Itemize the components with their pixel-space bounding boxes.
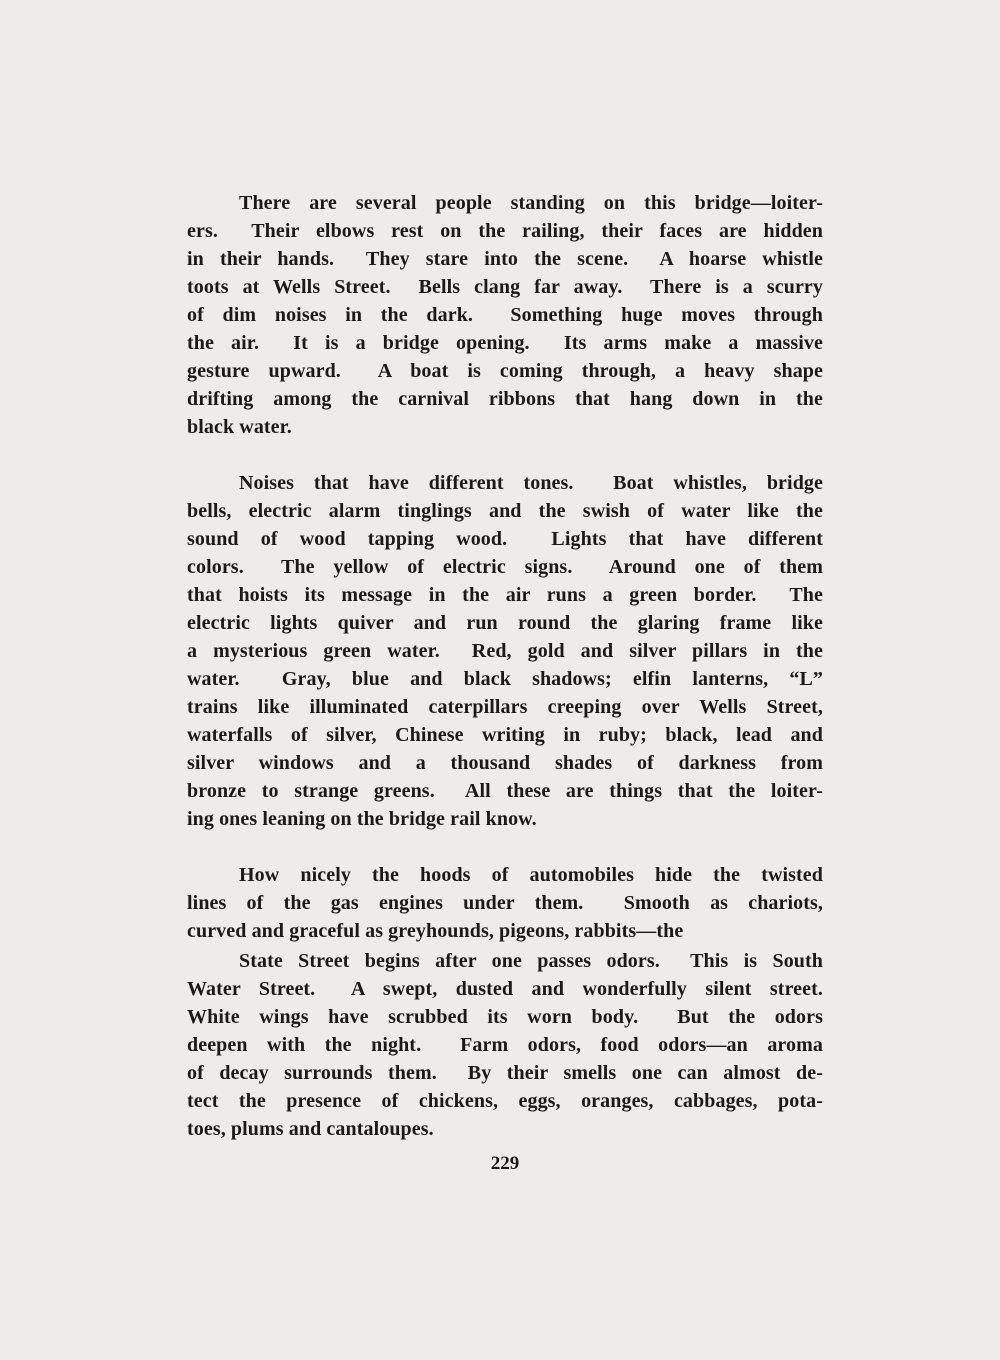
text-line: the air. It is a bridge opening. Its arms make a massive — [187, 332, 823, 354]
page-text-block — [187, 189, 823, 1143]
text-line: colors. The yellow of electric signs. Around one of them — [187, 556, 823, 578]
text-line: toots at Wells Street. Bells clang far away. There is a scurry — [187, 276, 823, 298]
paragraph — [187, 469, 823, 833]
text-line: of dim noises in the dark. Something huge moves through — [187, 304, 823, 326]
page-number: 229 — [490, 1153, 520, 1174]
text-line: trains like illuminated caterpillars creeping over Wells Street, — [187, 696, 823, 718]
text-line: State Street begins after one passes odors. This is South — [239, 950, 823, 972]
text-line: in their hands. They stare into the scene. A hoarse whistle — [187, 248, 823, 270]
text-line: There are several people standing on this bridge—loiter- — [239, 192, 823, 214]
text-line: a mysterious green water. Red, gold and silver pillars in the — [187, 640, 823, 662]
paragraph — [187, 947, 823, 1143]
text-line: waterfalls of silver, Chinese writing in ruby; black, lead and — [187, 724, 823, 746]
text-line: curved and graceful as greyhounds, pigeons, rabbits—the — [187, 920, 684, 942]
text-line: drifting among the carnival ribbons that hang down in the — [187, 388, 823, 410]
text-line: gesture upward. A boat is coming through, a heavy shape — [187, 360, 823, 382]
text-line: silver windows and a thousand shades of darkness from — [187, 752, 823, 774]
text-line: toes, plums and cantaloupes. — [187, 1118, 434, 1140]
paragraph — [187, 189, 823, 441]
text-line: deepen with the night. Farm odors, food odors—an aroma — [187, 1034, 823, 1056]
text-line: of decay surrounds them. By their smells one can almost de- — [187, 1062, 823, 1084]
text-line: lines of the gas engines under them. Smooth as chariots, — [187, 892, 823, 914]
text-line: White wings have scrubbed its worn body. But the odors — [187, 1006, 823, 1028]
text-line: ing ones leaning on the bridge rail know. — [187, 808, 537, 830]
text-line: water. Gray, blue and black shadows; elfin lanterns, “L” — [187, 668, 823, 690]
text-line: Water Street. A swept, dusted and wonderfully silent street. — [187, 978, 823, 1000]
text-line: electric lights quiver and run round the glaring frame like — [187, 612, 823, 634]
text-line: black water. — [187, 416, 292, 438]
text-line: How nicely the hoods of automobiles hide the twisted — [239, 864, 823, 886]
text-line: ers. Their elbows rest on the railing, their faces are hidden — [187, 220, 823, 242]
text-line: Noises that have different tones. Boat whistles, bridge — [239, 472, 823, 494]
text-line: bells, electric alarm tinglings and the swish of water like the — [187, 500, 823, 522]
text-line: sound of wood tapping wood. Lights that have different — [187, 528, 823, 550]
text-line: that hoists its message in the air runs a green border. The — [187, 584, 823, 606]
text-line: bronze to strange greens. All these are things that the loiter- — [187, 780, 823, 802]
paragraph — [187, 861, 823, 945]
text-line: tect the presence of chickens, eggs, oranges, cabbages, pota- — [187, 1090, 823, 1112]
